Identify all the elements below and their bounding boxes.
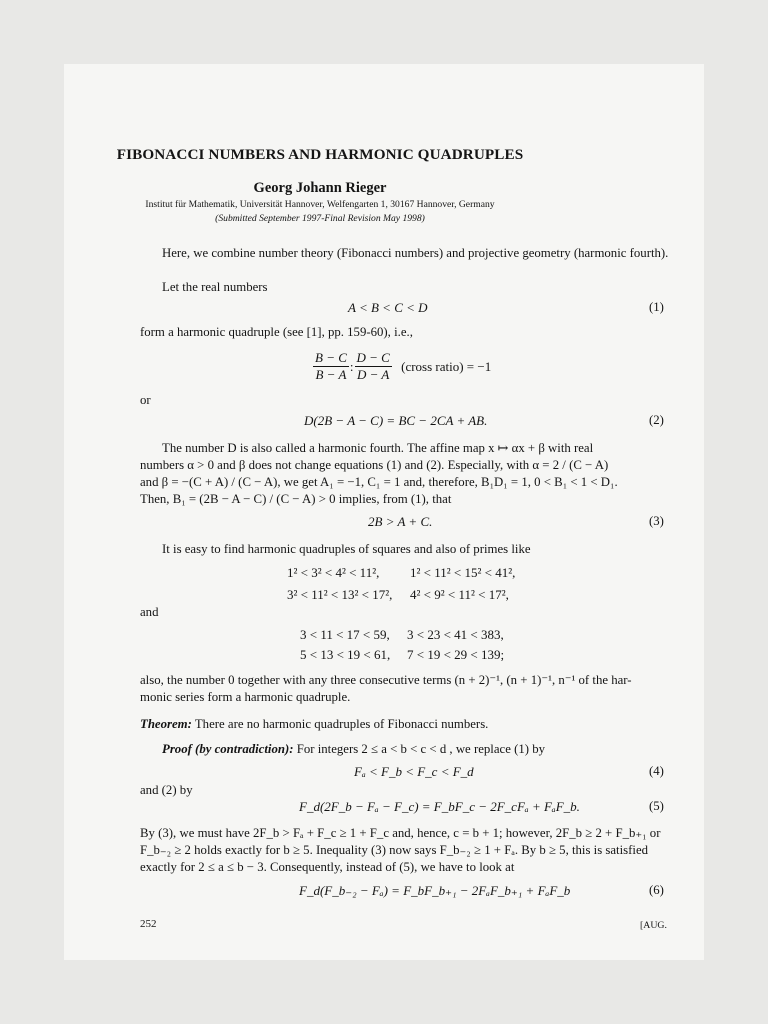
or-text: or <box>140 393 151 407</box>
fraction-1: $\frac{B - C}{B - A}$ <box>315 350 347 382</box>
theorem-statement <box>140 716 488 733</box>
paragraph-let: Let the real numbers <box>162 280 268 294</box>
paragraph-affine-line4: Then, B₁ = (2B − A − C) / (C − A) > 0 implies, from (1), that <box>140 492 452 506</box>
paragraph-proof-line3: exactly for 2 ≤ a ≤ b − 3. Consequently, instead of (5), we have to look at <box>140 860 515 874</box>
author-name: Georg Johann Rieger <box>253 180 387 196</box>
equation-4: Fₐ < F_b < F_c < F_d <box>354 764 474 779</box>
equation-3: 2B > A + C. <box>368 514 433 529</box>
paper-title: FIBONACCI NUMBERS AND HARMONIC QUADRUPLES <box>116 146 524 163</box>
equation-6: F_d(F_b₋₂ − Fₐ) = F_bF_b₊₁ − 2FₐF_b₊₁ + FₐF_b <box>299 883 571 898</box>
and-2-by-text: and (2) by <box>140 783 193 797</box>
equation-5-number: (5) <box>649 799 664 813</box>
equation-2: D(2B − A − C) = BC − 2CA + AB. <box>304 413 488 428</box>
equation-1: A < B < C < D <box>348 300 428 315</box>
primes-2b: 7 < 19 < 29 < 139; <box>407 647 505 662</box>
squares-2a: 3² < 11² < 13² < 17², <box>287 587 393 602</box>
paragraph-affine-line1: The number D is also called a harmonic fourth. The affine map x ↦ αx + β with real <box>162 441 594 455</box>
theorem-text: There are no harmonic quadruples of Fibonacci numbers. <box>191 717 489 731</box>
proof-statement <box>162 741 545 758</box>
page-number: 252 <box>140 918 157 930</box>
cross-ratio-equation: $\frac{B - C}{B - A}$ : $\frac{D - C}{D - A}$ (cross ratio) = −1 <box>315 350 492 382</box>
submission-note: (Submitted September 1997-Final Revision May 1998) <box>215 213 425 224</box>
paragraph-proof-line1: By (3), we must have 2F_b > Fₐ + F_c ≥ 1 + F_c and, hence, c = b + 1; however, 2F_b ≥ 2 + F_b₊₁ or <box>140 826 661 840</box>
primes-2a: 5 < 13 < 19 < 61, <box>300 647 391 662</box>
equation-1-number: (1) <box>649 300 664 314</box>
and-text: and <box>140 605 159 619</box>
paragraph-harmonic-series-line1: also, the number 0 together with any three consecutive terms (n + 2)⁻¹, (n + 1)⁻¹, n⁻¹ of the har- <box>140 673 632 687</box>
paragraph-squares-primes: It is easy to find harmonic quadruples of squares and also of primes like <box>162 542 531 556</box>
squares-2b: 4² < 9² < 11² < 17², <box>410 587 509 602</box>
theorem-label: Theorem: <box>140 717 192 731</box>
paragraph-proof-line2: F_b₋₂ ≥ 2 holds exactly for b ≥ 5. Inequality (3) now says F_b₋₂ ≥ 1 + Fₐ. By b ≥ 5, this is satisfied <box>140 843 649 857</box>
paragraph-affine-line3: and β = −(C + A) / (C − A), we get A₁ = −1, C₁ = 1 and, therefore, B₁D₁ = 1, 0 < B₁ < 1 < D₁. <box>140 475 618 489</box>
issue-label: [AUG. <box>640 920 667 931</box>
paragraph-harmonic-series-line2: monic series form a harmonic quadruple. <box>140 690 351 704</box>
affiliation: Institut für Mathematik, Universität Hannover, Welfengarten 1, 30167 Hannover, Germany <box>145 199 495 210</box>
primes-1b: 3 < 23 < 41 < 383, <box>407 627 504 642</box>
equation-4-number: (4) <box>649 764 664 778</box>
equation-3-number: (3) <box>649 514 664 528</box>
paragraph-intro-line1: Here, we combine number theory (Fibonacci numbers) and projective geometry (harmonic fourth). <box>162 246 669 260</box>
squares-1a: 1² < 3² < 4² < 11², <box>287 565 380 580</box>
equation-6-number: (6) <box>649 883 664 897</box>
primes-1a: 3 < 11 < 17 < 59, <box>300 627 390 642</box>
equation-2-number: (2) <box>649 413 664 427</box>
paragraph-affine-line2: numbers α > 0 and β does not change equations (1) and (2). Especially, with α = 2 / (C − A) <box>140 458 609 472</box>
proof-label: Proof (by contradiction): <box>162 742 294 756</box>
squares-1b: 1² < 11² < 15² < 41², <box>410 565 516 580</box>
equation-5: F_d(2F_b − Fₐ − F_c) = F_bF_c − 2F_cFₐ + FₐF_b. <box>299 799 580 814</box>
fraction-2: $\frac{D - C}{D - A}$ <box>356 350 390 382</box>
paragraph-harmonic-quadruple: form a harmonic quadruple (see [1], pp. 159-60), i.e., <box>140 325 413 339</box>
proof-text: For integers 2 ≤ a < b < c < d , we replace (1) by <box>293 742 545 756</box>
